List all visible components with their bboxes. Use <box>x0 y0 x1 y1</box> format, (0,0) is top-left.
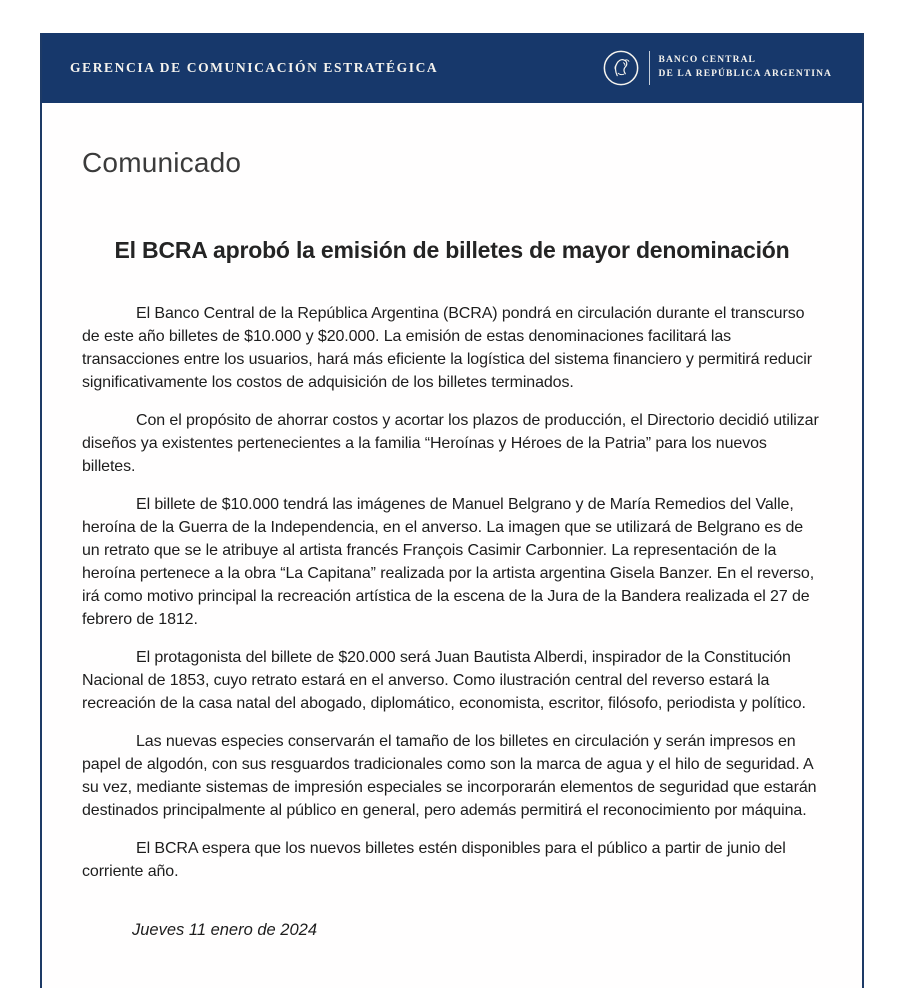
paragraph-3: El billete de $10.000 tendrá las imágenes de Manuel Belgrano y de María Remedios del Valle, heroína de la Guerra de la Independencia, en el anverso. La imagen que se utilizará de Belgrano es de un retrato que se le atribuye al artista francés François Casimir Carbonnier. La representación de la heroína pertenece a la obra “La Capitana” realizada por la artista argentina Gisela Banzer. En el reverso, irá como motivo principal la recreación artística de la escena de la Jura de la Bandera realizada el 27 de febrero de 1812. <box>82 496 815 628</box>
bank-name-line2: DE LA REPÚBLICA ARGENTINA <box>658 69 832 79</box>
press-release-page <box>40 33 864 988</box>
department-label: GERENCIA DE COMUNICACIÓN ESTRATÉGICA <box>70 60 439 75</box>
paragraph-2: Con el propósito de ahorrar costos y acortar los plazos de producción, el Directorio decidió utilizar diseños ya existentes pertenecientes a la familia “Heroínas y Héroes de la Patria” para los nuevos billetes. <box>82 412 819 475</box>
page-title: El BCRA aprobó la emisión de billetes de mayor denominación <box>114 237 790 263</box>
bcra-logo <box>602 49 832 87</box>
document-kicker: Comunicado <box>82 147 242 178</box>
bcra-liberty-emblem-icon <box>602 49 640 87</box>
paragraph-5: Las nuevas especies conservarán el tamaño de los billetes en circulación y serán impresos en papel de algodón, con sus resguardos tradicionales como son la marca de agua y el hilo de seguridad. A su vez, mediante sistemas de impresión especiales se incorporarán elementos de seguridad que estarán destinados principalmente al público en general, pero además permitirá el reconocimiento por máquina. <box>82 733 817 819</box>
logo-divider <box>649 51 650 85</box>
date-line: Jueves 11 enero de 2024 <box>132 921 318 939</box>
paragraph-4: El protagonista del billete de $20.000 será Juan Bautista Alberdi, inspirador de la Constitución Nacional de 1853, cuyo retrato estará en el anverso. Como ilustración central del reverso estará la recreación de la casa natal del abogado, diplomático, economista, escritor, filósofo, periodista y político. <box>82 649 806 712</box>
paragraphs-block <box>82 302 822 883</box>
bank-name-line1: BANCO CENTRAL <box>658 55 756 66</box>
bank-name <box>659 54 832 82</box>
paragraph-6: El BCRA espera que los nuevos billetes estén disponibles para el público a partir de junio del corriente año. <box>82 840 786 880</box>
document-body <box>42 147 862 940</box>
header-bar <box>42 33 862 103</box>
paragraph-1: El Banco Central de la República Argentina (BCRA) pondrá en circulación durante el transcurso de este año billetes de $10.000 y $20.000. La emisión de estas denominaciones facilitará las transacciones entre los usuarios, hará más eficiente la logística del sistema financiero y permitirá reducir significativamente los costos de adquisición de los billetes terminados. <box>82 305 812 391</box>
